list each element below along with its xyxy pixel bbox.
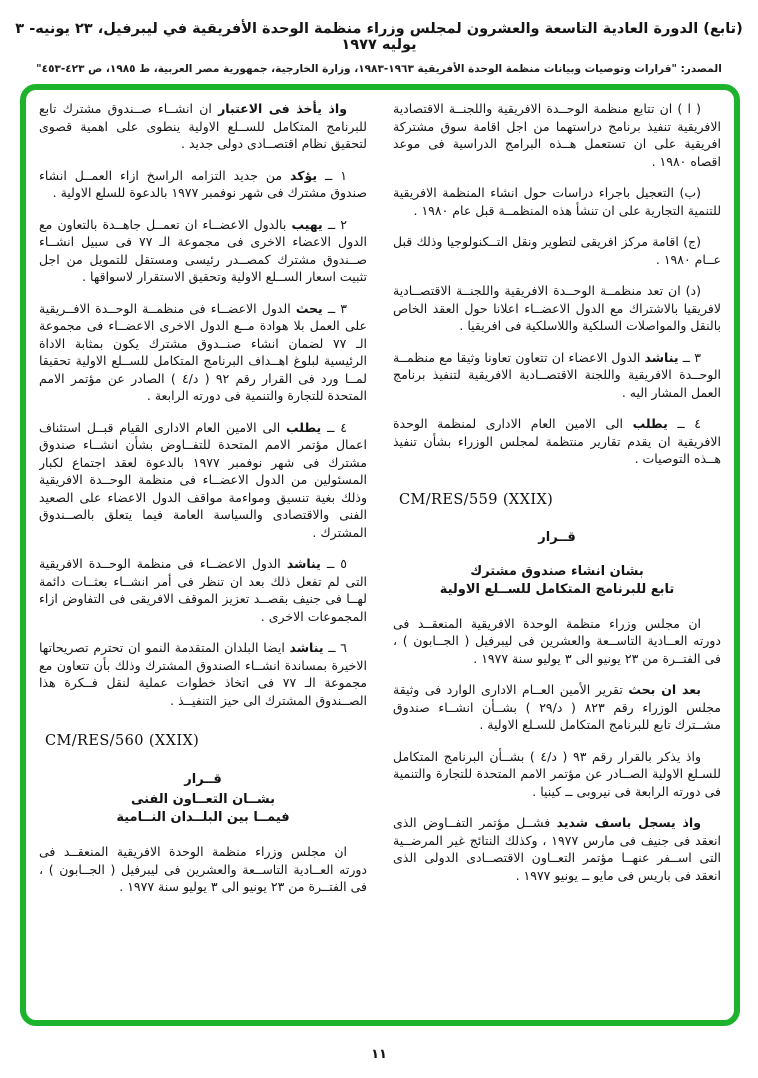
green-border-frame <box>20 84 740 1026</box>
para-lead: يناشد <box>289 640 324 655</box>
para-lead: واذ يسجل باسف شديد <box>556 815 701 830</box>
paragraph-preamble <box>393 615 721 668</box>
resolution-title-line: تابع للبرنامج المتكامل للســلع الاولية <box>439 581 675 597</box>
para-num: ٤ ــ <box>667 416 701 431</box>
para-text: ان مجلس وزراء منظمة الوحدة الافريقية المنعقــد فى دورته العــادية التاســعة والعشرين فى ليبرفيل ( الجــابون ) ، فى الفتــرة من ٢٣ يونيو الى ٣ يوليو سنة ١٩٧٧ . <box>39 844 367 894</box>
para-lead: يناشد <box>644 349 679 365</box>
para-text: تقرير الأمين العــام الادارى الوارد فى وثيقة مجلس الوزراء رقم ٨٢٣ ( د/٢٩ ) بشــأن انشــاء صندوق مشــترك تابع للبرنامج المتكامل للسـلع الاولية . <box>393 682 721 732</box>
paragraph-operative-5 <box>39 555 367 625</box>
para-text: من جديد التزامه الراسخ ازاء العمــل انشاء صندوق مشترك فى شهر نوفمبر ١٩٧٧ بالدعوة للسلع الاولية . <box>39 167 367 200</box>
para-text: ( ا ) ان تتابع منظمة الوحــدة الافريقية واللجنــة الاقتصادية الافريقية تنفيذ برنامج دراستهما من اجل اقامة سوق مشتركة افريقية على ان تستعمل هــذه البرامج الدراسية فى موعد اقصاه ١٩٨٠ . <box>393 101 721 169</box>
para-text: الدول الاعضــاء فى منظمة الوحــدة الافريقية التى لم تفعل ذلك بعد ان تنظر فى أمر انشــاء بعثــات دائمة لهــا فى جنيف بقصــد تعزيز الموقف الافريقى فى التفاوض ازاء المجموعات الاخرى . <box>39 556 367 624</box>
para-num: ٣ ــ <box>322 300 347 316</box>
resolution-code-559: CM/RES/559 (XXIX) <box>399 491 554 508</box>
column-left <box>39 100 367 1014</box>
para-num: ٦ ــ <box>323 640 347 655</box>
paragraph-item-c <box>393 233 721 268</box>
paragraph-operative-2 <box>39 216 367 286</box>
para-text: (ب) التعجيل باجراء دراسات حول انشاء المنظمة الافريقية للتنمية التجارية على ان تنشأ هذه المنظمــة قبل عام ١٩٨٠ . <box>393 185 721 218</box>
para-lead: يؤكد <box>290 167 318 183</box>
para-text: ان انشــاء صــندوق مشترك تابع للبرنامج المتكامل للســلع الاولية ينطوى على اهمية قصوى لتحقيق نظام اقتصــادى دولى جديد . <box>39 101 367 151</box>
paragraph-operative-3 <box>393 349 721 402</box>
para-text: الى الامين العام الادارى القيام قبــل استئناف اعمال مؤتمر الامم المتحدة للتفــاوض بشأن انشــاء صندوق مشترك فى شهر نوفمبر ١٩٧٧ بالدعوة لعقد اجتماع لكبار المسئولين من الدول الاعضــاء فى منظمة الوحــدة الافريقية وذلك بغية تنسيق ومواءمة مواقف الدول الاعضاء على الصعيد الفنى والاقتصادى والسياسة العامة فيما يتعلق بالصــندوق المشترك . <box>39 419 367 540</box>
resolution-title-line: بشــان التعــاون الفنى <box>130 792 276 807</box>
para-text: الدول الاعضاء ان تتعاون تعاونا وثيقا مع منظمــة الوحــدة الافريقية واللجنة الاقتصــادية الافريقية لتنفيذ برنامج العمل المشار اليه . <box>393 349 721 400</box>
column-right <box>393 100 721 1014</box>
para-num: ٤ ــ <box>321 419 347 435</box>
para-num: ١ ــ <box>317 167 347 183</box>
paragraph-having-examined <box>393 681 721 734</box>
para-text: (د) ان تعد منظمــة الوحــدة الافريقية واللجنــة الاقتصــادية لافريقيا بالاشتراك مع الدول الاعضــاء اعلانا حول العقد الخاص بالنقل والمواصلات السلكية واللاسلكية فى افريقيا . <box>393 283 721 333</box>
resolution-heading-qarar: قــرار <box>538 530 576 545</box>
para-text: ان مجلس وزراء منظمة الوحدة الافريقية المنعقــد فى دورته العــادية التاســعة والعشرين فى ليبرفيل ( الجــابون ) ، فى الفتــرة من ٢٣ يونيو الى ٣ يوليو سنة ١٩٧٧ . <box>393 615 721 666</box>
para-text: (ج) اقامة مركز افريقى لتطوير ونقل التــكنولوجيا وذلك قبل عــام ١٩٨٠ . <box>393 234 721 267</box>
para-lead: يطلب <box>632 416 668 431</box>
resolution-code-560: CM/RES/560 (XXIX) <box>45 733 200 749</box>
para-text: واذ يذكر بالقرار رقم ٩٣ ( د/٤ ) بشــأن البرنامج المتكامل للسـلع الاولية الصــادر عن مؤتمر الامم المتحدة للتجارة والتنمية فى دورته الرابعة فى نيروبى ــ كينيا . <box>393 748 721 799</box>
para-num: ٣ ــ <box>678 349 701 365</box>
para-lead: واذ يأخذ فى الاعتبار <box>218 101 347 116</box>
document-header <box>0 0 758 75</box>
para-num: ٥ ــ <box>320 556 347 571</box>
para-text: ايضا البلدان المتقدمة النمو ان تحترم تصريحاتها الاخيرة بمساندة انشــاء الصندوق المشترك وذلك بأن تتعاون مع مجموعة الـ ٧٧ فى اتخاذ خطوات عملية لنقل فــكرة هذا الصــندوق المشترك الى حيز التنفيــذ . <box>39 640 367 708</box>
para-lead: يهيب <box>291 216 323 232</box>
para-lead: بعد ان بحث <box>628 682 702 697</box>
paragraph-noting-regret <box>393 814 721 884</box>
session-title: (تابع) الدورة العادية التاسعة والعشرون لمجلس وزراء منظمة الوحدة الأفريقية في ليبرفيل، ٢٣ يونيه- ٣ يوليه ١٩٧٧ <box>15 21 743 53</box>
resolution-title-line: فيمــا بين البلــدان النــامية <box>116 810 290 825</box>
para-text: بالدول الاعضــاء ان تعمــل جاهــدة بالتعاون مع الدول الاعضاء الاخرى فى مجموعة الـ ٧٧ فى سبيل انشــاء صــندوق مشترك كمصــدر رئيسى ومستقل للتمويل من اجل تثبيت اسعار الســلع الاولية وتحقيق الاستقرار لاسواقها . <box>39 216 367 284</box>
source-citation: المصدر: "قرارات وتوصيات وبيانات منظمة الوحدة الأفريقية ١٩٦٣-١٩٨٣، وزارة الخارجية، جمهورية مصر العربية، ط ١٩٨٥، ص ٤٢٣-٤٥٣" <box>36 63 722 75</box>
paragraph-preamble <box>39 843 367 896</box>
page-number: ١١ <box>371 1047 387 1062</box>
para-lead: يحث <box>295 300 323 316</box>
para-num: ٢ ــ <box>322 216 347 232</box>
resolution-subject-title <box>393 563 721 599</box>
paragraph-operative-1 <box>39 167 367 202</box>
resolution-heading-qarar: قــرار <box>184 771 222 787</box>
resolution-subject-title <box>39 791 367 827</box>
paragraph-operative-4 <box>393 415 721 468</box>
para-lead: يطلب <box>286 419 322 435</box>
paragraph-operative-4 <box>39 419 367 542</box>
paragraph-item-d <box>393 282 721 335</box>
para-text: الدول الاعضــاء فى منظمــة الوحــدة الافــريقية على العمل بلا هوادة مــع الدول الاخرى الاعضــاء فى مجموعة الـ ٧٧ لضمان انشاء صنــدوق مشترك يكون بمثابة الاداة الرئيسية لبلوغ اهــداف البرنامج المتكامل للســلع الاولية تحقيقا لمــا ورد فى القرار رقم ٩٢ ( د/٤ ) الصادر عن مؤتمر الامم المتحدة للتجارة والتنمية فى دورته الرابعة . <box>39 300 367 403</box>
resolution-title-line: بشان انشاء صندوق مشترك <box>470 563 644 579</box>
paragraph-operative-3 <box>39 300 367 405</box>
paragraph-taking-account <box>39 100 367 153</box>
two-column-text-area <box>26 90 734 1020</box>
para-text: فشــل مؤتمر التفــاوض الذى انعقد فى جنيف فى مارس ١٩٧٧ ، وكذلك النتائج غير المرضــية التى اســفر عنهــا مؤتمر التعــاون الاقتصــادى الدولى الذى انعقد فى باريس فى مايو ــ يونيو ١٩٧٧ . <box>393 815 721 883</box>
paragraph-recalling <box>393 748 721 801</box>
paragraph-operative-6 <box>39 639 367 709</box>
paragraph-item-b <box>393 184 721 219</box>
para-text: الى الامين العام الادارى لمنظمة الوحدة الافريقية ان يقدم تقارير منتظمة لمجلس الوزراء بشأن تنفيذ هــذه التوصيات . <box>393 416 721 466</box>
para-lead: يناشد <box>286 556 321 571</box>
paragraph-item-a <box>393 100 721 170</box>
